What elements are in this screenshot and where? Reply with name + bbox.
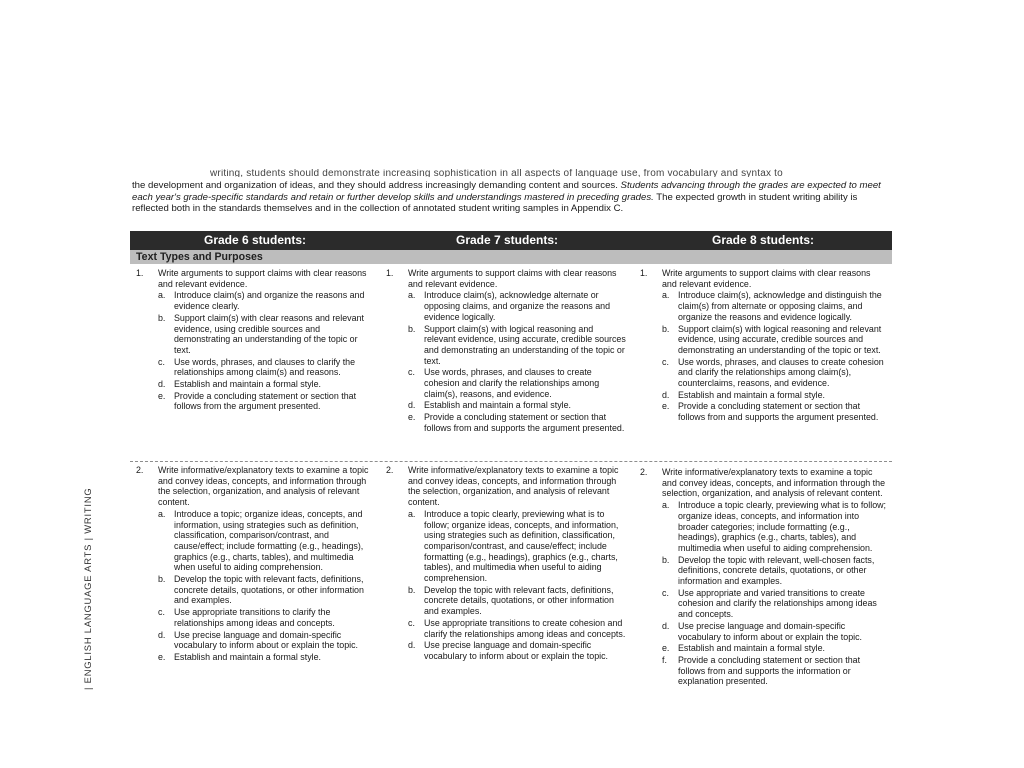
sub-item — [662, 500, 888, 554]
side-section-label: | ENGLISH LANGUAGE ARTS | WRITING — [82, 487, 93, 690]
sub-item — [662, 621, 888, 642]
intro-line-1: the development and organization of ideas, and they should address increasingly demanding content and sources. — [132, 180, 618, 191]
sub-item — [158, 607, 374, 628]
section-title: Text Types and Purposes — [136, 251, 263, 263]
standard-2 — [640, 467, 888, 686]
grade-7-header: Grade 7 students: — [455, 233, 559, 247]
standard-1 — [640, 268, 888, 460]
sub-letter: b. — [408, 323, 416, 334]
sub-letter: e. — [662, 401, 670, 412]
standards-table — [130, 231, 892, 686]
sub-item — [408, 412, 626, 433]
sub-text: Introduce claim(s), acknowledge alternate or opposing claims, and organize the reasons and evidence logically. — [424, 290, 611, 322]
sub-item — [662, 555, 888, 587]
sub-text: Establish and maintain a formal style. — [678, 643, 826, 654]
sub-text: Use precise language and domain-specific vocabulary to inform about or explain the topic. — [174, 629, 359, 651]
sub-item — [158, 630, 374, 651]
sub-item — [158, 574, 374, 606]
sub-item — [408, 509, 630, 584]
sub-letter: e. — [158, 390, 166, 401]
standard-text: Write informative/explanatory texts to examine a topic and convey ideas, concepts, and information through the selection, organization, and analysis of relevant content. — [408, 465, 619, 508]
standard-body — [408, 268, 626, 434]
standard-2 — [136, 465, 374, 686]
standard-1 — [386, 268, 630, 458]
sub-text: Use words, phrases, and clauses to create cohesion and clarify the relationships among claim(s), reasons, and evidence. — [424, 367, 600, 399]
standard-body — [662, 268, 884, 423]
sub-letter: c. — [662, 587, 669, 598]
standard-number: 2. — [136, 465, 144, 475]
standard-text: Write arguments to support claims with clear reasons and relevant evidence. — [158, 268, 367, 289]
standard-2 — [386, 465, 630, 686]
sub-text: Support claim(s) with logical reasoning and relevant evidence, using accurate, credible sources and demonstrating an understanding of the topic or text. — [424, 323, 626, 366]
sub-text: Use appropriate transitions to create cohesion and clarify the relationships among ideas and concepts. — [424, 617, 626, 639]
sub-item — [662, 290, 884, 322]
sub-item — [158, 509, 374, 573]
sub-item — [158, 652, 374, 663]
sub-text: Provide a concluding statement or section that follows from and supports the argument presented. — [424, 412, 625, 433]
sub-letter: c. — [158, 607, 165, 618]
sub-text: Provide a concluding statement or section that follows from the argument presented. — [174, 390, 357, 412]
standard-body — [158, 268, 368, 412]
sub-item — [662, 655, 888, 686]
intro-line-3: in student writing ability is reflected both in the standards themselves and in the collection of annotated student writing samples in Appendix C. — [132, 191, 858, 215]
sub-letter: a. — [662, 290, 670, 301]
sub-text: Support claim(s) with clear reasons and relevant evidence, using credible sources and demonstrating an understanding of the topic or text. — [174, 312, 364, 355]
sub-text: Use appropriate transitions to clarify the relationships among ideas and concepts. — [174, 607, 335, 628]
sub-item — [408, 290, 626, 322]
sub-letter: e. — [408, 412, 416, 423]
sub-text: Introduce claim(s), acknowledge and distinguish the claim(s) from alternate or opposing claims, and organize the reasons and evidence logically. — [678, 290, 882, 322]
standard-body — [408, 465, 630, 662]
standard-number: 1. — [386, 268, 394, 278]
sub-letter: f. — [662, 654, 667, 665]
standard-number: 2. — [386, 465, 394, 475]
sub-letter: d. — [662, 620, 670, 631]
section-band — [130, 250, 892, 264]
sub-text: Introduce claim(s) and organize the reasons and evidence clearly. — [174, 290, 365, 312]
standard-1 — [136, 268, 374, 458]
sub-text: Use appropriate and varied transitions to create cohesion and clarify the relationships among ideas and concepts. — [678, 587, 877, 620]
standard-text: Write arguments to support claims with clear reasons and relevant evidence. — [408, 268, 617, 289]
sub-item — [408, 400, 626, 411]
sub-letter: a. — [408, 290, 416, 301]
sub-text: Establish and maintain a formal style. — [174, 651, 322, 662]
row-divider — [130, 461, 892, 463]
sub-letter: a. — [158, 290, 166, 301]
sub-item — [662, 390, 884, 401]
sub-item — [662, 588, 888, 620]
sub-text: Use words, phrases, and clauses to clarify the relationships among claim(s) and reasons. — [174, 356, 356, 378]
sub-letter: b. — [662, 323, 670, 334]
sub-letter: e. — [662, 643, 670, 654]
cut-off-text-line: writing, students should demonstrate increasing sophistication in all aspects of language use, from vocabulary and syntax to — [210, 169, 783, 177]
sub-item — [662, 401, 884, 422]
sub-letter: b. — [158, 574, 166, 585]
sub-letter: c. — [158, 356, 165, 367]
grade-8-header: Grade 8 students: — [711, 233, 815, 247]
intro-italic-2: expected to meet each year's grade-specific standards and retain or further develop skills and understandings mastered in preceding grades. — [132, 180, 881, 203]
sub-letter: e. — [158, 651, 166, 662]
sub-letter: b. — [408, 584, 416, 595]
sub-text: Provide a concluding statement or section that follows from and supports the information or explanation presented. — [678, 654, 861, 686]
sub-text: Introduce a topic clearly, previewing what is to follow; organize ideas, concepts, and information into broader categories; include formatting (e.g., headings), graphics (e.g., charts, tables), and multimedia when useful to aiding comprehension. — [678, 500, 887, 553]
standard-body — [662, 467, 888, 686]
sub-item — [158, 379, 368, 390]
sub-text: Establish and maintain a formal style. — [678, 389, 826, 400]
sub-text: Develop the topic with relevant facts, definitions, concrete details, quotations, or other information and examples. — [424, 584, 614, 617]
standard-body — [158, 465, 374, 663]
sub-letter: c. — [408, 617, 415, 628]
sub-letter: c. — [662, 356, 669, 367]
sub-item — [408, 367, 626, 399]
standard-text: Write informative/explanatory texts to examine a topic and convey ideas, concepts, and information through the selection, organization, and analysis of relevant content. — [158, 465, 369, 508]
standard-number: 1. — [640, 268, 648, 278]
standard-number: 2. — [640, 467, 648, 477]
sub-text: Use words, phrases, and clauses to create cohesion and clarify the relationships among claim(s), counterclaims, reasons, and evidence. — [678, 356, 884, 389]
sub-letter: b. — [158, 312, 166, 323]
sub-item — [158, 357, 368, 378]
standard-text: Write informative/explanatory texts to examine a topic and convey ideas, concepts, and information through the selection, organization, and analysis of relevant content. — [662, 467, 886, 499]
sub-item — [662, 357, 884, 389]
sub-text: Provide a concluding statement or section that follows from and supports the argument presented. — [678, 401, 879, 423]
sub-item — [158, 313, 368, 356]
sub-text: Introduce a topic clearly, previewing what is to follow; organize ideas, concepts, and information, using strategies such as definition, classification, comparison/contrast, and cause/effect; include formatting (e.g., headings), graphics (e.g., charts, tables), and multimedia when useful to aiding comprehension. — [424, 508, 619, 584]
sub-item — [408, 640, 630, 661]
sub-item — [662, 324, 884, 356]
standard-text: Write arguments to support claims with clear reasons and relevant evidence. — [662, 268, 871, 289]
sub-letter: d. — [662, 389, 670, 400]
sub-item — [408, 324, 626, 367]
grade-header-row — [130, 231, 892, 250]
intro-italic-1: Students advancing through the grades are — [620, 180, 805, 191]
sub-item — [408, 618, 630, 639]
sub-letter: d. — [158, 379, 166, 390]
sub-text: Use precise language and domain-specific vocabulary to inform about or explain the topic. — [424, 640, 609, 661]
grade-6-header: Grade 6 students: — [203, 233, 307, 247]
sub-item — [158, 391, 368, 412]
sub-item — [158, 290, 368, 311]
sub-text: Support claim(s) with logical reasoning and relevant evidence, using accurate, credible sources and demonstrating an understanding of the topic or text. — [678, 323, 882, 355]
sub-letter: d. — [408, 640, 416, 651]
sub-letter: d. — [408, 400, 416, 411]
sub-text: Establish and maintain a formal style. — [174, 379, 322, 390]
sub-text: Develop the topic with relevant, well-chosen facts, definitions, concrete details, quotations, or other information and examples. — [678, 554, 875, 587]
sub-text: Use precise language and domain-specific vocabulary to inform about or explain the topic. — [678, 620, 863, 642]
sub-text: Introduce a topic; organize ideas, concepts, and information, using strategies such as definition, classification, comparison/contrast, and cause/effect; include formatting (e.g., headings), graphics (e.g., charts, tables), and multimedia when useful to aiding comprehension. — [174, 508, 364, 573]
sub-letter: c. — [408, 367, 415, 378]
sub-letter: b. — [662, 554, 670, 565]
sub-text: Establish and maintain a formal style. — [424, 400, 572, 411]
sub-item — [408, 585, 630, 617]
sub-item — [662, 643, 888, 654]
sub-text: Develop the topic with relevant facts, definitions, concrete details, quotations, or other information and examples. — [174, 574, 364, 606]
sub-letter: a. — [408, 508, 416, 519]
sub-letter: d. — [158, 629, 166, 640]
intro-line-2-end: The expected growth — [656, 191, 746, 203]
intro-paragraph — [132, 180, 892, 215]
sub-letter: a. — [158, 508, 166, 519]
sub-letter: a. — [662, 500, 670, 511]
standard-number: 1. — [136, 268, 144, 278]
